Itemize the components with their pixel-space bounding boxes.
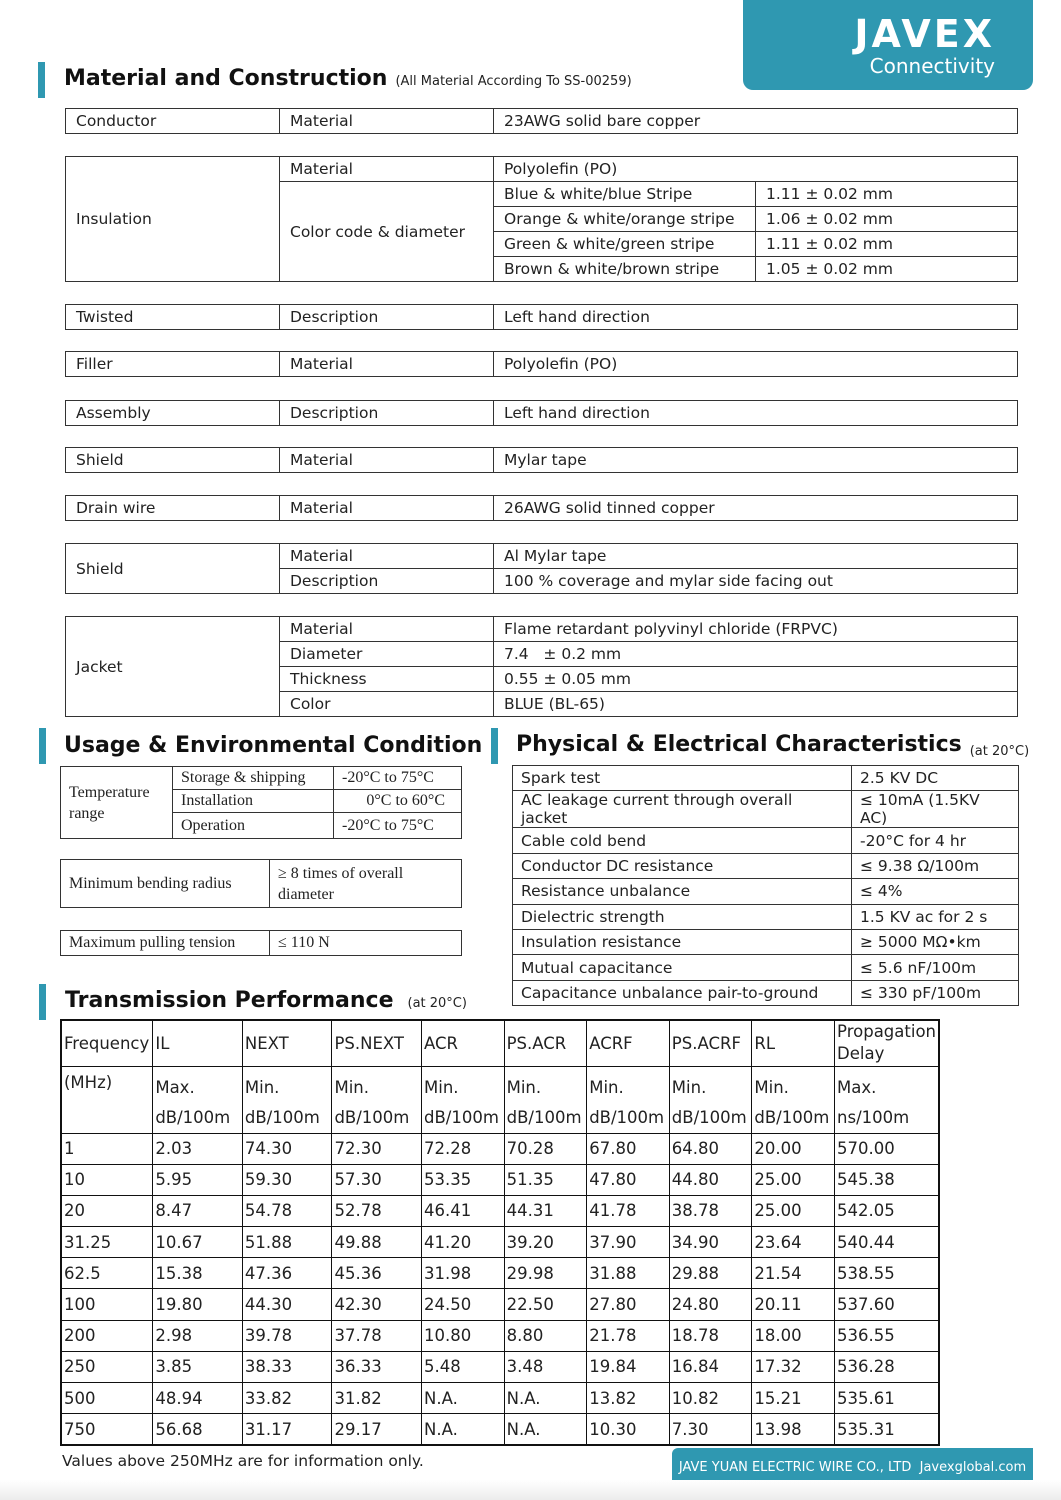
table-row [513,791,1019,828]
value-cell: 10.82 [669,1383,752,1414]
table-row [66,109,1018,134]
row-property: Material [280,617,494,642]
column-unit [587,1066,670,1133]
table-row [66,305,1018,330]
value-cell: 17.32 [752,1351,835,1382]
unit-label: dB/100m [589,1107,665,1127]
value-cell: 29.88 [669,1258,752,1289]
section-accent-bar [39,728,46,764]
value-cell: 535.61 [835,1383,939,1414]
row-value: Mylar tape [494,448,1018,473]
value-cell: 48.94 [153,1383,243,1414]
value-cell: N.A. [422,1414,505,1445]
column-header: Propagation Delay [835,1020,939,1066]
value-cell: 37.78 [332,1320,422,1351]
value-cell: 536.55 [835,1320,939,1351]
value-cell: 542.05 [835,1195,939,1226]
table-row [61,767,462,790]
unit-label: dB/100m [424,1107,499,1127]
frequency-cell: 100 [61,1289,153,1320]
column-header: PS.ACR [504,1020,587,1066]
column-header: Frequency [61,1020,153,1066]
column-unit [422,1066,505,1133]
property: Insulation resistance [513,929,852,954]
page-bottom-edge [0,1480,1061,1500]
value-cell: 20.11 [752,1289,835,1320]
value-cell: 25.00 [752,1195,835,1226]
row-value: ≥ 8 times of overall diameter [270,860,462,908]
table-row [513,853,1019,878]
value-cell: 37.90 [587,1227,670,1258]
value-cell: 21.78 [587,1320,670,1351]
brand-logo [743,0,1033,90]
table-row [61,1195,939,1226]
value-cell: 22.50 [504,1289,587,1320]
table-row [513,955,1019,980]
value-cell: 42.30 [332,1289,422,1320]
row-property: Description [280,401,494,426]
column-unit [242,1066,332,1133]
value-cell: 44.31 [504,1195,587,1226]
temp-range: 0°C to 60°C [334,790,462,813]
value-cell: N.A. [504,1383,587,1414]
value-cell: 59.30 [242,1164,332,1195]
table-row [513,929,1019,954]
value-cell: 540.44 [835,1227,939,1258]
value-cell: 5.95 [153,1164,243,1195]
section-accent-bar [39,984,46,1020]
table-row [513,766,1019,791]
frequency-cell: 31.25 [61,1227,153,1258]
row-label: Shield [66,544,280,594]
row-property: Thickness [280,667,494,692]
value-cell: 31.82 [332,1383,422,1414]
frequency-cell: 750 [61,1414,153,1445]
value-cell: 51.35 [504,1164,587,1195]
row-property: Description [280,305,494,330]
value-cell: 13.98 [752,1414,835,1445]
bending-radius-table [60,859,462,908]
row-label: Insulation [66,157,280,282]
pulling-tension-table [60,930,462,956]
value-cell: 537.60 [835,1289,939,1320]
value: ≤ 10mA (1.5KV AC) [852,791,1019,828]
table-row [66,352,1018,377]
value-cell: 74.30 [242,1133,332,1164]
diameter: 1.06 ± 0.02 mm [756,207,1018,232]
value-cell: 72.28 [422,1133,505,1164]
table-row [61,1133,939,1164]
property: Dielectric strength [513,904,852,929]
row-label: Minimum bending radius [61,860,270,908]
limit-label: Min. [334,1077,369,1097]
property: Capacitance unbalance pair-to-ground [513,980,852,1005]
limit-label: Min. [754,1077,789,1097]
frequency-cell: 62.5 [61,1258,153,1289]
limit-label: Min. [506,1077,542,1097]
transmission-table [60,1019,940,1446]
table-row [66,448,1018,473]
unit-label: dB/100m [155,1107,231,1127]
temp-range: -20°C to 75°C [334,767,462,790]
value: ≤ 330 pF/100m [852,980,1019,1005]
section-title-material [64,66,632,91]
row-label: Filler [66,352,280,377]
value-cell: 25.00 [752,1164,835,1195]
table-row [61,1289,939,1320]
unit-label: dB/100m [334,1107,410,1127]
table-row [66,401,1018,426]
value-cell: 33.82 [242,1383,332,1414]
section-title-physical [516,732,1029,757]
frequency-cell: 500 [61,1383,153,1414]
value-cell: 39.20 [504,1227,587,1258]
table-row [513,879,1019,904]
table-row [61,1320,939,1351]
column-header: ACRF [587,1020,670,1066]
row-property: Material [280,544,494,569]
column-unit: (MHz) [61,1066,153,1133]
row-label: Assembly [66,401,280,426]
section-title-transmission [65,988,467,1013]
row-label: Conductor [66,109,280,134]
table-row [66,496,1018,521]
value-cell: 13.82 [587,1383,670,1414]
unit-label: dB/100m [244,1107,320,1127]
value: ≤ 5.6 nF/100m [852,955,1019,980]
value-cell: 72.30 [332,1133,422,1164]
value-cell: 18.78 [669,1320,752,1351]
value-cell: 7.30 [669,1414,752,1445]
value-cell: 538.55 [835,1258,939,1289]
row-value: Polyolefin (PO) [494,157,1018,182]
table-row [66,617,1018,642]
value-cell: 3.85 [153,1351,243,1382]
column-unit [504,1066,587,1133]
row-property: Material [280,496,494,521]
frequency-cell: 200 [61,1320,153,1351]
limit-label: Min. [424,1077,459,1097]
value-cell: 2.98 [153,1320,243,1351]
diameter: 1.11 ± 0.02 mm [756,182,1018,207]
value-cell: 34.90 [669,1227,752,1258]
diameter: 1.11 ± 0.02 mm [756,232,1018,257]
value-cell: 10.80 [422,1320,505,1351]
row-value: Left hand direction [494,401,1018,426]
value-cell: 49.88 [332,1227,422,1258]
unit-label: dB/100m [506,1107,582,1127]
row-value: Polyolefin (PO) [494,352,1018,377]
section-heading: Material and Construction [64,66,388,91]
section-subheading: (at 20°C) [407,996,467,1011]
value-cell: 44.30 [242,1289,332,1320]
limit-label: Min. [244,1077,280,1097]
value-cell: 52.78 [332,1195,422,1226]
unit-label: dB/100m [671,1107,747,1127]
value-cell: 15.38 [153,1258,243,1289]
header-row [61,1020,939,1066]
frequency-cell: 10 [61,1164,153,1195]
value-cell: 47.36 [242,1258,332,1289]
value-cell: 16.84 [669,1351,752,1382]
temp-range: -20°C to 75°C [334,813,462,839]
row-value: BLUE (BL-65) [494,692,1018,717]
value-cell: 51.88 [242,1227,332,1258]
unit-label: dB/100m [754,1107,830,1127]
jacket-table [65,616,1018,717]
logo-tagline: Connectivity [869,54,995,78]
value-cell: 536.28 [835,1351,939,1382]
row-value: 7.4 ± 0.2 mm [494,642,1018,667]
table-row [513,904,1019,929]
value-cell: 21.54 [752,1258,835,1289]
value-cell: 57.30 [332,1164,422,1195]
column-unit [752,1066,835,1133]
value-cell: 45.36 [332,1258,422,1289]
column-header: PS.NEXT [332,1020,422,1066]
table-row [66,157,1018,182]
property: Cable cold bend [513,828,852,853]
table-row [513,980,1019,1005]
physical-electrical-table [512,765,1019,1006]
value-cell: 31.88 [587,1258,670,1289]
value-cell: 31.17 [242,1414,332,1445]
property: AC leakage current through overall jacket [513,791,852,828]
row-value: 26AWG solid tinned copper [494,496,1018,521]
value-cell: 29.17 [332,1414,422,1445]
value-cell: 10.30 [587,1414,670,1445]
value-cell: 39.78 [242,1320,332,1351]
row-label: Jacket [66,617,280,717]
value-cell: N.A. [504,1414,587,1445]
diameter: 1.05 ± 0.02 mm [756,257,1018,282]
condition: Storage & shipping [173,767,334,790]
value-cell: 54.78 [242,1195,332,1226]
value-cell: 535.31 [835,1414,939,1445]
color-code: Green & white/green stripe [494,232,756,257]
row-property: Material [280,157,494,182]
insulation-table [65,156,1018,282]
column-header: ACR [422,1020,505,1066]
color-code: Blue & white/blue Stripe [494,182,756,207]
value-cell: 27.80 [587,1289,670,1320]
color-code: Brown & white/brown stripe [494,257,756,282]
table-row [61,1258,939,1289]
row-value: 0.55 ± 0.05 mm [494,667,1018,692]
row-value: ≤ 110 N [270,931,462,956]
value-cell: 44.80 [669,1164,752,1195]
row-property: Material [280,448,494,473]
row-value: 100 % coverage and mylar side facing out [494,569,1018,594]
value-cell: 15.21 [752,1383,835,1414]
section-accent-bar [491,728,498,764]
table-row [61,860,462,908]
value-cell: 38.33 [242,1351,332,1382]
row-label: Twisted [66,305,280,330]
value: ≥ 5000 MΩ•km [852,929,1019,954]
table-row [513,828,1019,853]
value-cell: 46.41 [422,1195,505,1226]
row-value: Left hand direction [494,305,1018,330]
limit-label: Min. [671,1077,707,1097]
value-cell: 2.03 [153,1133,243,1164]
value-cell: 67.80 [587,1133,670,1164]
row-property: Color code & diameter [280,182,494,282]
table-row [61,931,462,956]
row-property: Material [280,352,494,377]
row-label: Drain wire [66,496,280,521]
value-cell: 18.00 [752,1320,835,1351]
row-label: Temperature range [61,767,173,839]
value-cell: 53.35 [422,1164,505,1195]
section-subheading: (at 20°C) [969,744,1030,759]
property: Resistance unbalance [513,879,852,904]
value-cell: 545.38 [835,1164,939,1195]
condition: Operation [173,813,334,839]
table-row [61,1164,939,1195]
value-cell: 29.98 [504,1258,587,1289]
value-cell: 24.50 [422,1289,505,1320]
value-cell: 20.00 [752,1133,835,1164]
table-row [66,544,1018,569]
frequency-cell: 250 [61,1351,153,1382]
property: Spark test [513,766,852,791]
shield-table [65,447,1018,473]
row-value: Al Mylar tape [494,544,1018,569]
value: ≤ 4% [852,879,1019,904]
drain-wire-table [65,495,1018,521]
color-code: Orange & white/orange stripe [494,207,756,232]
value-cell: 3.48 [504,1351,587,1382]
value-cell: 5.48 [422,1351,505,1382]
value-cell: 19.80 [153,1289,243,1320]
property: Mutual capacitance [513,955,852,980]
column-header: PS.ACRF [669,1020,752,1066]
temperature-table [60,766,462,839]
shield-foil-table [65,543,1018,594]
row-property: Color [280,692,494,717]
limit-label: Max. [155,1077,195,1097]
value-cell: 38.78 [669,1195,752,1226]
value-cell: 570.00 [835,1133,939,1164]
value: 2.5 KV DC [852,766,1019,791]
frequency-cell: 1 [61,1133,153,1164]
filler-table [65,351,1018,377]
table-row [61,1383,939,1414]
row-label: Maximum pulling tension [61,931,270,956]
value-cell: 36.33 [332,1351,422,1382]
value-cell: 41.78 [587,1195,670,1226]
table-row [61,1414,939,1445]
column-unit [835,1066,939,1133]
row-value: 23AWG solid bare copper [494,109,1018,134]
twisted-table [65,304,1018,330]
row-property: Diameter [280,642,494,667]
column-unit [669,1066,752,1133]
section-heading: Physical & Electrical Characteristics [516,732,962,757]
value-cell: 64.80 [669,1133,752,1164]
column-header: NEXT [242,1020,332,1066]
value-cell: 8.47 [153,1195,243,1226]
section-heading: Usage & Environmental Condition [64,733,483,758]
unit-label: ns/100m [837,1107,910,1127]
value-cell: 56.68 [153,1414,243,1445]
table-row [61,1351,939,1382]
value-cell: 31.98 [422,1258,505,1289]
row-label: Shield [66,448,280,473]
assembly-table [65,400,1018,426]
value-cell: 23.64 [752,1227,835,1258]
frequency-cell: 20 [61,1195,153,1226]
conductor-table [65,108,1018,134]
condition: Installation [173,790,334,813]
value-cell: 19.84 [587,1351,670,1382]
limit-label: Max. [837,1077,877,1097]
value: ≤ 9.38 Ω/100m [852,853,1019,878]
table-row [61,1227,939,1258]
footer-company-text: JAVE YUAN ELECTRIC WIRE CO., LTD Javexglobal.com [678,1459,1027,1475]
column-unit [153,1066,243,1133]
section-heading: Transmission Performance [65,988,394,1013]
value-cell: 24.80 [669,1289,752,1320]
value-cell: 47.80 [587,1164,670,1195]
column-header: RL [752,1020,835,1066]
section-accent-bar [38,62,45,98]
transmission-footnote: Values above 250MHz are for information only. [62,1452,424,1470]
limit-label: Min. [589,1077,624,1097]
row-value: Flame retardant polyvinyl chloride (FRPVC) [494,617,1018,642]
value-cell: 8.80 [504,1320,587,1351]
value-cell: 70.28 [504,1133,587,1164]
value-cell: 10.67 [153,1227,243,1258]
column-header: IL [153,1020,243,1066]
row-property: Description [280,569,494,594]
row-property: Material [280,109,494,134]
value: 1.5 KV ac for 2 s [852,904,1019,929]
value-cell: N.A. [422,1383,505,1414]
value: -20°C for 4 hr [852,828,1019,853]
section-subheading: (All Material According To SS-00259) [395,74,632,89]
logo-wordmark: JAVEX [854,12,995,56]
section-title-usage [64,733,482,758]
property: Conductor DC resistance [513,853,852,878]
value-cell: 41.20 [422,1227,505,1258]
column-unit [332,1066,422,1133]
